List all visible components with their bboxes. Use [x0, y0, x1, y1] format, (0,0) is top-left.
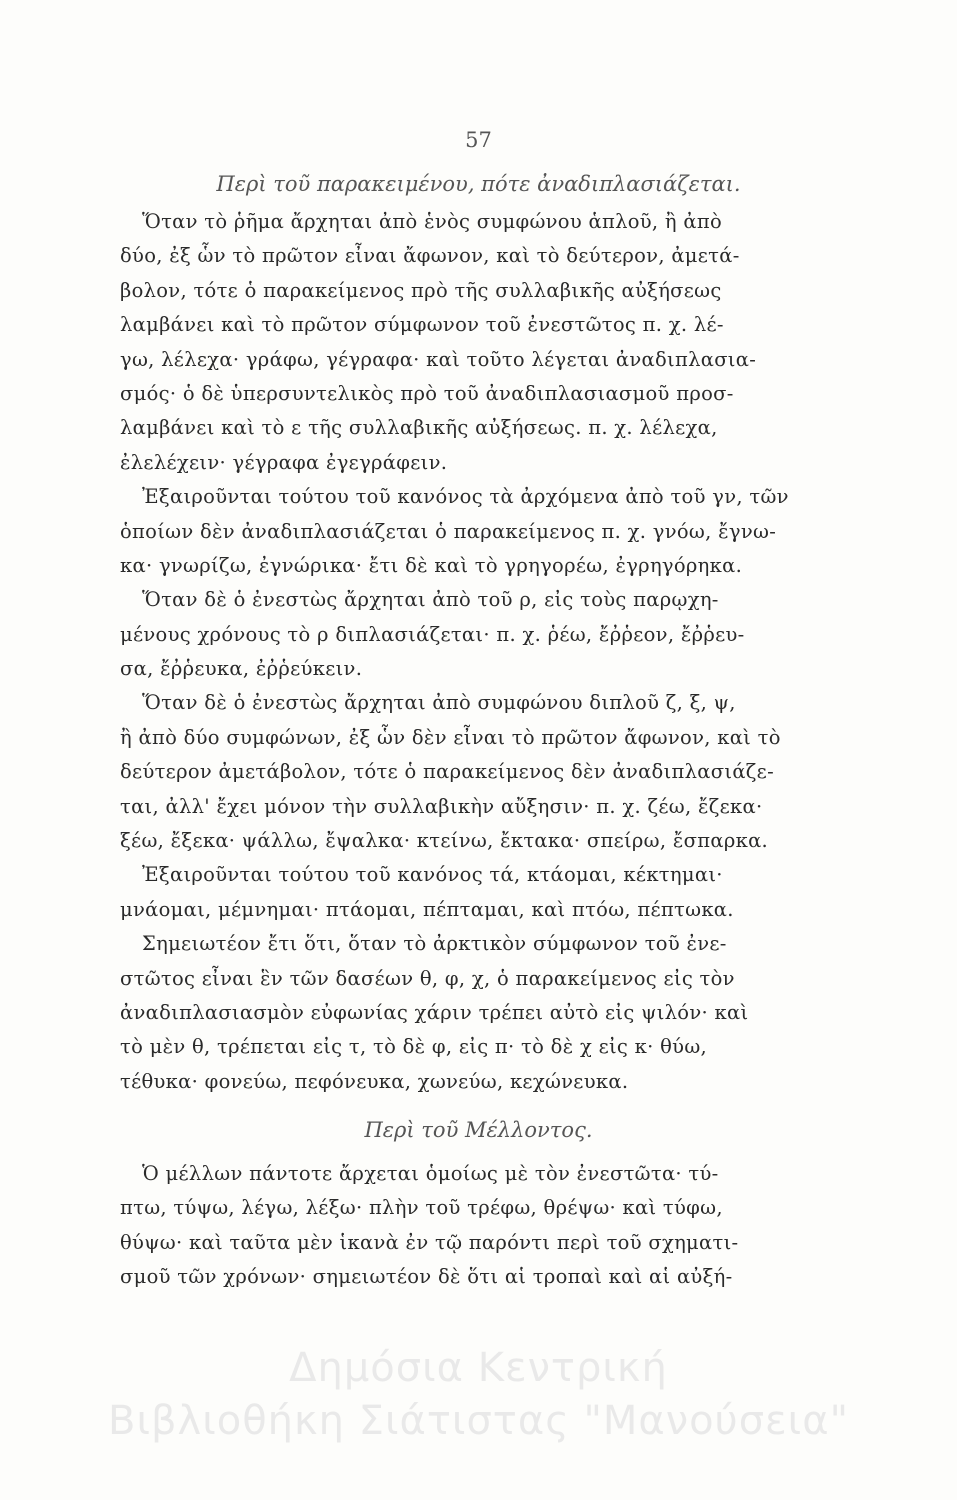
- text-line: βολον, τότε ὁ παρακείμενος πρὸ τῆς συλλαβικῆς αὐξήσεως: [120, 278, 722, 302]
- text-line: τὸ μὲν θ, τρέπεται εἰς τ, τὸ δὲ φ, εἰς π· τὸ δὲ χ εἰς κ· θύω,: [120, 1035, 708, 1059]
- text-line: λαμβάνει καὶ τὸ πρῶτον σύμφωνον τοῦ ἐνεστῶτος π. χ. λέ-: [120, 313, 724, 337]
- text-line: Ὁ μέλλων πάντοτε ἄρχεται ὁμοίως μὲ τὸν ἐνεστῶτα· τύ-: [142, 1162, 719, 1185]
- text-line: σμοῦ τῶν χρόνων· σημειωτέον δὲ ὅτι αἱ τροπαὶ καὶ αἱ αὐξή-: [120, 1265, 733, 1289]
- text-line: σμός· ὁ δὲ ὑπερσυντελικὸς πρὸ τοῦ ἀναδιπλασιασμοῦ προσ-: [120, 381, 734, 405]
- text-line: τέθυκα· φονεύω, πεφόνευκα, χωνεύω, κεχώνευκα.: [120, 1069, 629, 1093]
- text-line: ὁποίων δὲν ἀναδιπλασιάζεται ὁ παρακείμενος π. χ. γνόω, ἔγνω-: [120, 519, 777, 543]
- text-line: Ἐξαιροῦνται τούτου τοῦ κανόνος τά, κτάομαι, κέκτημαι·: [142, 863, 723, 887]
- text-line: κα· γνωρίζω, ἐγνώρικα· ἔτι δὲ καὶ τὸ γρηγορέω, ἐγρηγόρηκα.: [120, 553, 743, 577]
- section-body-perfect: [120, 205, 840, 1099]
- text-line: Σημειωτέον ἔτι ὅτι, ὅταν τὸ ἀρκτικὸν σύμφωνον τοῦ ἐνε-: [142, 932, 727, 956]
- text-line: Ἐξαιροῦνται τούτου τοῦ κανόνος τὰ ἀρχόμενα ἀπὸ τοῦ γν, τῶν: [142, 485, 789, 509]
- library-watermark-line-2: Βιβλιοθήκη Σιάτιστας "Μανούσεια": [108, 1398, 849, 1444]
- text-line: γω, λέλεχα· γράφω, γέγραφα· καὶ τοῦτο λέγεται ἀναδιπλασια-: [120, 347, 757, 371]
- section-body-future: [120, 1157, 840, 1295]
- section-heading-future: Περὶ τοῦ Μέλλοντος.: [364, 1118, 593, 1142]
- text-line: Ὅταν δὲ ὁ ἐνεστὼς ἄρχηται ἀπὸ συμφώνου διπλοῦ ζ, ξ, ψ,: [142, 691, 736, 715]
- text-line: ἢ ἀπὸ δύο συμφώνων, ἐξ ὧν δὲν εἶναι τὸ πρῶτον ἄφωνον, καὶ τὸ: [120, 725, 781, 749]
- section-heading-perfect: Περὶ τοῦ παρακειμένου, πότε ἀναδιπλασιάζεται.: [216, 172, 741, 196]
- text-line: ξέω, ἔξεκα· ψάλλω, ἔψαλκα· κτείνω, ἔκτακα· σπείρω, ἔσπαρκα.: [120, 829, 769, 853]
- text-line: δύο, ἐξ ὧν τὸ πρῶτον εἶναι ἄφωνον, καὶ τὸ δεύτερον, ἀμετά-: [120, 244, 740, 268]
- text-line: λαμβάνει καὶ τὸ ε τῆς συλλαβικῆς αὐξήσεως. π. χ. λέλεχα,: [120, 416, 718, 440]
- text-line: μένους χρόνους τὸ ρ διπλασιάζεται· π. χ. ῥέω, ἔῤῥεον, ἔῤῥευ-: [120, 622, 745, 646]
- text-line: Ὅταν δὲ ὁ ἐνεστὼς ἄρχηται ἀπὸ τοῦ ρ, εἰς τοὺς παρῳχη-: [142, 588, 719, 612]
- text-line: δεύτερον ἀμετάβολον, τότε ὁ παρακείμενος δὲν ἀναδιπλασιάζε-: [120, 760, 774, 784]
- text-line: μνάομαι, μέμνημαι· πτάομαι, πέπταμαι, καὶ πτόω, πέπτωκα.: [120, 897, 734, 921]
- text-line: πτω, τύψω, λέγω, λέξω· πλὴν τοῦ τρέφω, θρέψω· καὶ τύφω,: [120, 1196, 723, 1220]
- text-line: στῶτος εἶναι ἓν τῶν δασέων θ, φ, χ, ὁ παρακείμενος εἰς τὸν: [120, 966, 735, 990]
- text-line: Ὅταν τὸ ῥῆμα ἄρχηται ἀπὸ ἑνὸς συμφώνου ἁπλοῦ, ἢ ἀπὸ: [142, 210, 723, 233]
- text-line: ἐλελέχειν· γέγραφα ἐγεγράφειν.: [120, 450, 448, 474]
- text-line: σα, ἔῤῥευκα, ἐῤῥεύκειν.: [120, 657, 363, 681]
- library-watermark-line-1: Δημόσια Κεντρική: [289, 1345, 668, 1391]
- text-line: θύψω· καὶ ταῦτα μὲν ἱκανὰ ἐν τῷ παρόντι περὶ τοῦ σχηματι-: [120, 1230, 739, 1254]
- text-line: ται, ἀλλ' ἔχει μόνον τὴν συλλαβικὴν αὔξησιν· π. χ. ζέω, ἔζεκα·: [120, 794, 763, 818]
- page-number: 57: [465, 128, 492, 152]
- text-line: ἀναδιπλασιασμὸν εὐφωνίας χάριν τρέπει αὐτὸ εἰς ψιλόν· καὶ: [120, 1000, 749, 1024]
